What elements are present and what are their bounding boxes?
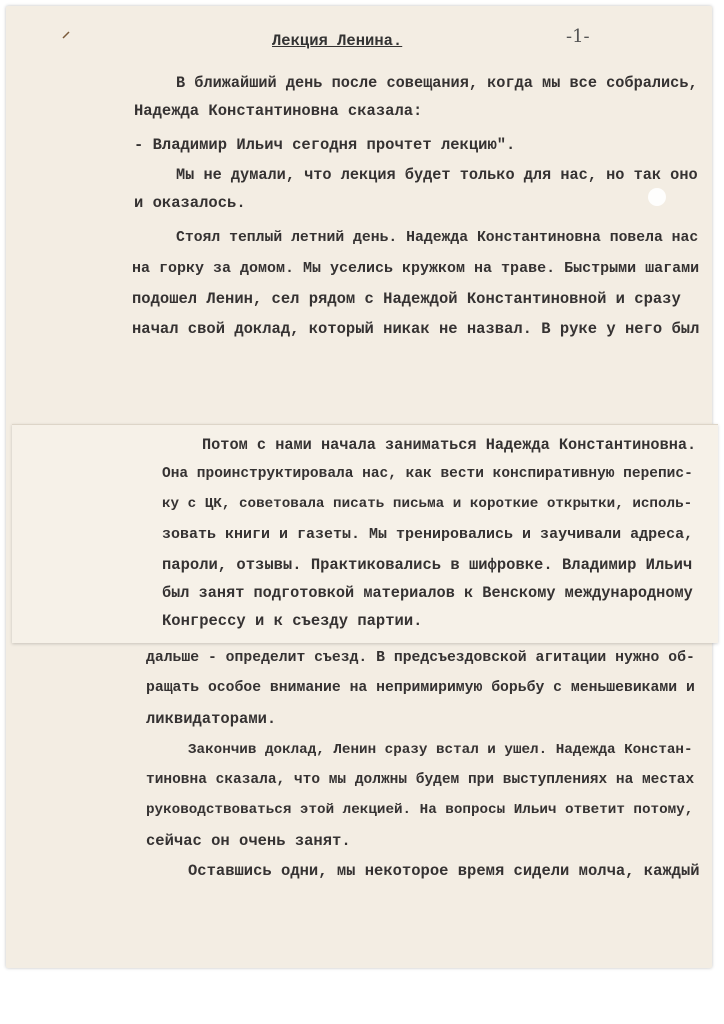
text-line: В ближайший день после совещания, когда мы все собрались, (176, 74, 698, 92)
text-line: сейчас он очень занят. (146, 832, 351, 850)
text-line: Закончив доклад, Ленин сразу встал и ушел. Надежда Констан- (188, 742, 693, 758)
text-line: зовать книги и газеты. Мы тренировались и заучивали адреса, (162, 526, 694, 543)
text-line: начал свой доклад, который никак не назвал. В руке у него был (132, 320, 700, 338)
text-line: пароли, отзывы. Практиковались в шифровке. Владимир Ильич (162, 556, 693, 574)
text-line: Стоял теплый летний день. Надежда Константиновна повела нас (176, 230, 699, 246)
text-line: ку с ЦК, советовала писать письма и короткие открытки, исполь- (162, 496, 693, 512)
text-line: Она проинструктировала нас, как вести конспиративную перепис- (162, 466, 693, 482)
text-line: дальше - определит съезд. В предсъездовской агитации нужно об- (146, 650, 695, 666)
text-line: Потом с нами начала заниматься Надежда Константиновна. (202, 436, 697, 454)
text-line: и оказалось. (134, 194, 246, 212)
text-line: тиновна сказала, что мы должны будем при выступлениях на местах (146, 772, 695, 788)
text-line: на горку за домом. Мы уселись кружком на траве. Быстрыми шагами (132, 260, 700, 277)
text-line: Мы не думали, что лекция будет только для нас, но так оно (176, 166, 698, 184)
page-number: -1- (566, 26, 590, 47)
ink-smudge-icon (642, 182, 672, 212)
text-line: Конгрессу и к съезду партии. (162, 612, 423, 630)
text-line: подошел Ленин, сел рядом с Надеждой Константиновной и сразу (132, 290, 681, 308)
text-line: был занят подготовкой материалов к Венскому международному (162, 584, 693, 602)
page-title: Лекция Ленина. (272, 32, 403, 50)
text-line: Надежда Константиновна сказала: (134, 102, 423, 120)
pen-mark-icon (60, 26, 80, 46)
text-line: Оставшись одни, мы некоторое время сидели молча, каждый (188, 862, 700, 880)
text-line: руководствоваться этой лекцией. На вопросы Ильич ответит потому, (146, 802, 694, 818)
text-line: ращать особое внимание на непримиримую борьбу с меньшевиками и (146, 680, 695, 696)
text-line: ликвидаторами. (146, 710, 277, 728)
text-line: - Владимир Ильич сегодня прочтет лекцию". (134, 136, 516, 154)
